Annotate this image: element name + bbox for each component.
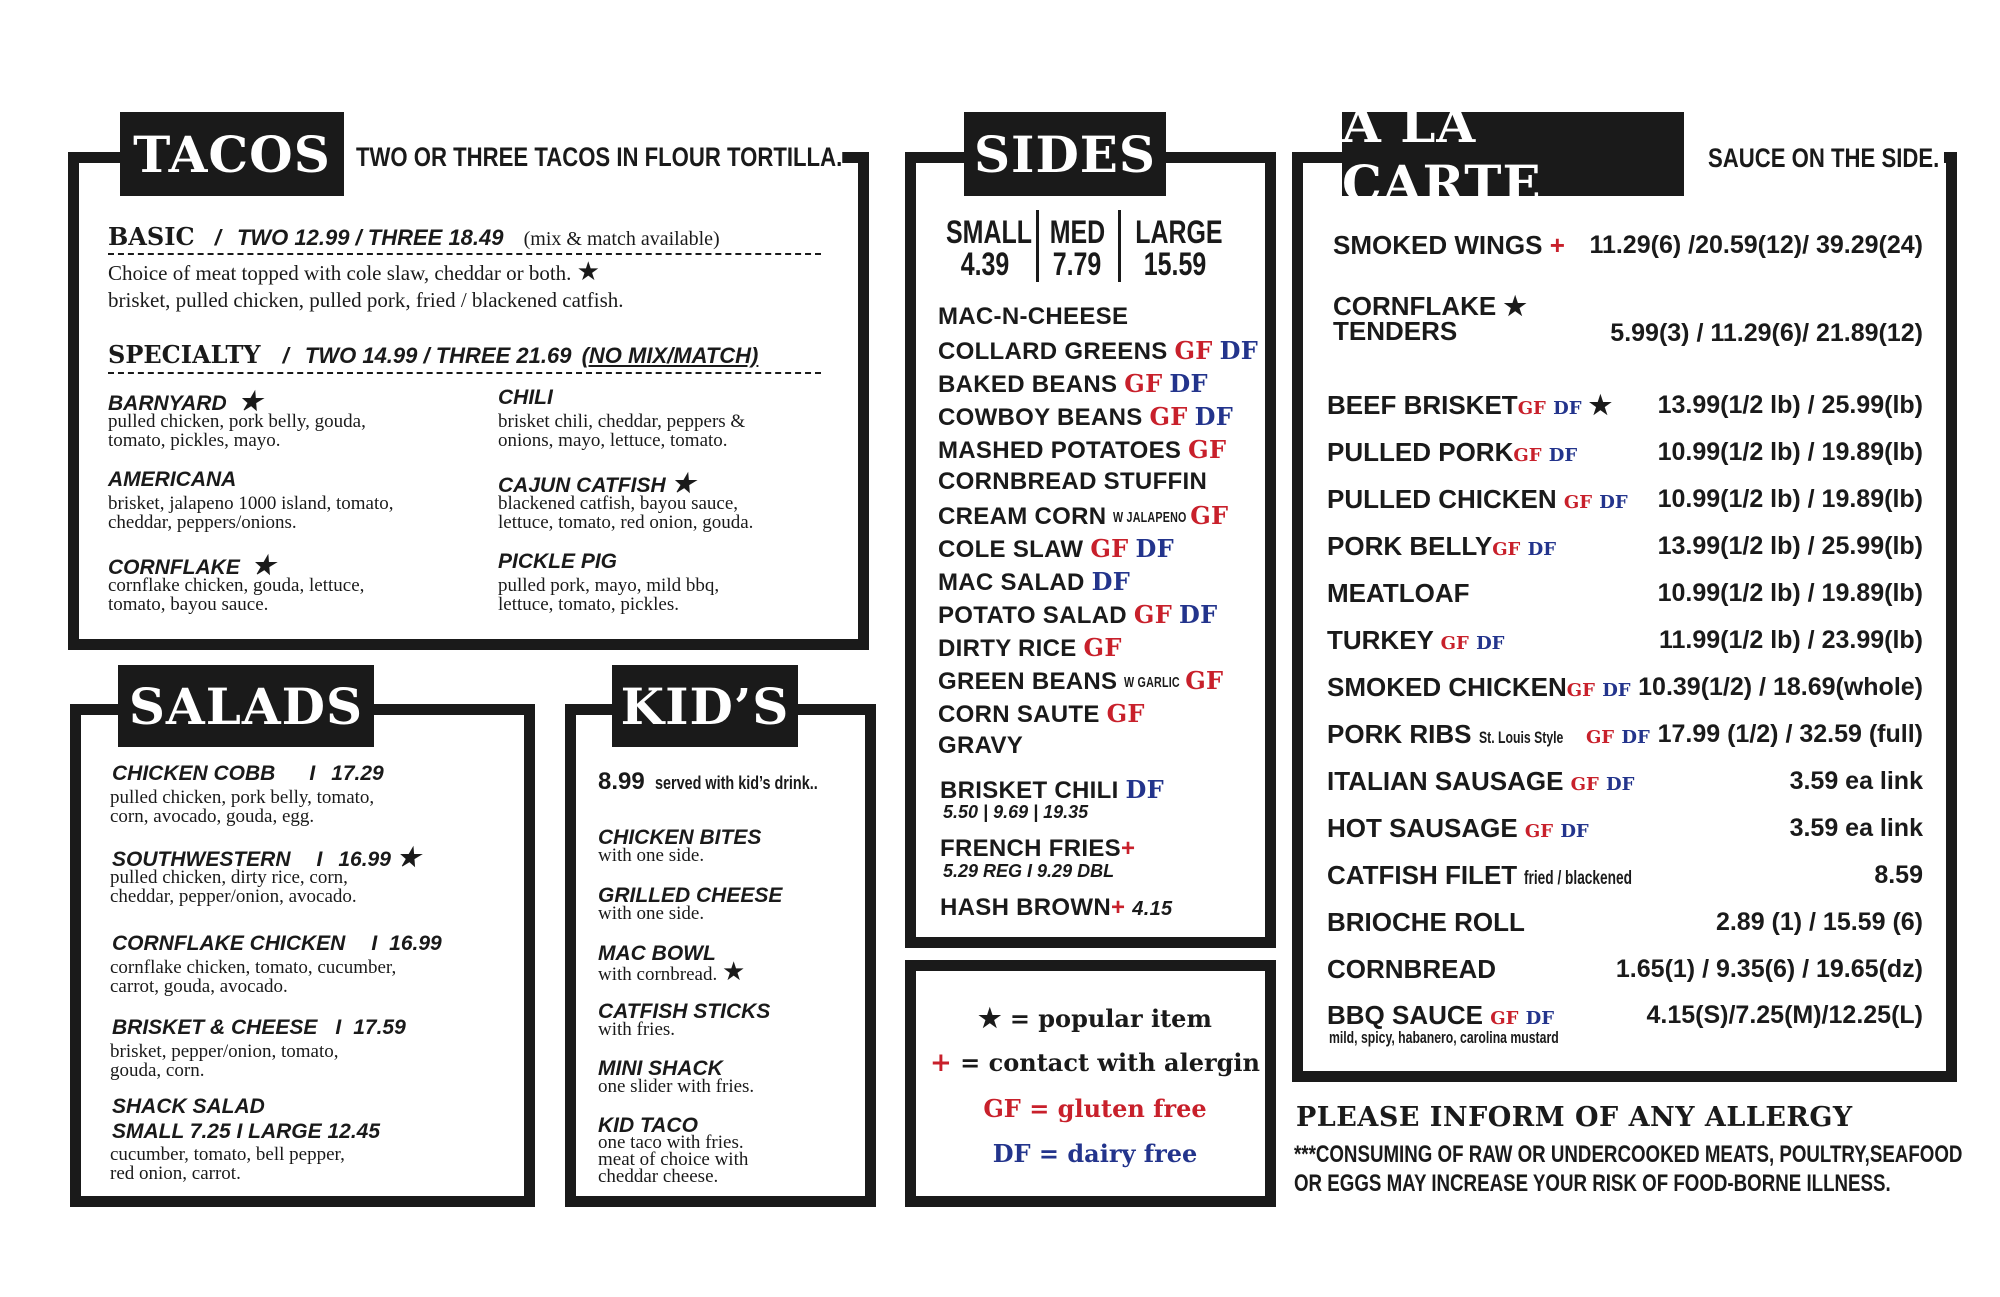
taco-name: CHILI: [498, 386, 553, 409]
taco-name: CAJUN CATFISH ★: [498, 468, 695, 498]
basic-desc-1: Choice of meat topped with cole slaw, cheddar or both.: [108, 261, 572, 285]
alc-price: 5.99(3) / 11.29(6)/ 21.89(12): [1610, 319, 1923, 347]
kids-price-line: [598, 768, 859, 796]
legend-panel: [905, 960, 1276, 1207]
salad-name: CORNFLAKE CHICKEN I 16.99: [112, 932, 442, 955]
alc-price: 3.59 ea link: [1789, 814, 1923, 842]
kid-item-desc: with one side.: [598, 903, 705, 924]
alacarte-subtitle: SAUCE ON THE SIDE.: [1708, 143, 1940, 173]
taco-desc: cornflake chicken, gouda, lettuce, tomato, bayou sauce.: [108, 575, 365, 615]
star-icon: ★: [1588, 390, 1613, 420]
salad-desc: cornflake chicken, tomato, cucumber, carrot, gouda, avocado.: [110, 957, 397, 997]
specialty-sep: /: [282, 343, 289, 368]
consumption-warning: ***CONSUMING OF RAW OR UNDERCOOKED MEATS, POULTRY,SEAFOOD OR EGGS MAY INCREASE YOUR RISK OF FOOD-BORNE ILLNESS.: [1294, 1141, 1963, 1197]
legend-gluten-free: GF = gluten free: [983, 1094, 1207, 1123]
side-item: COWBOY BEANS GF DF: [938, 402, 1234, 431]
side-item: CORN SAUTE GF: [938, 699, 1145, 728]
size-large: LARGE 15.59: [1135, 214, 1223, 282]
basic-desc: [108, 258, 624, 314]
alc-item: ITALIAN SAUSAGE GF DF: [1327, 766, 1635, 796]
kids-price-note: served with kid’s drink..: [655, 773, 818, 793]
taco-desc: pulled pork, mayo, mild bbq, lettuce, tomato, pickles.: [498, 575, 720, 615]
star-icon: ★: [721, 957, 746, 986]
side-item: CREAM CORN W JALAPENO GF: [938, 501, 1229, 530]
specialty-label: SPECIALTY: [108, 340, 261, 369]
alc-item: CATFISH FILET fried / blackened: [1327, 860, 1633, 890]
side-item: COLE SLAW GF DF: [938, 534, 1174, 563]
alc-price: 1.65(1) / 9.35(6) / 19.65(dz): [1615, 955, 1923, 983]
alc-item: TURKEY GF DF: [1327, 625, 1505, 655]
alc-price: 11.29(6) /20.59(12)/ 39.29(24): [1589, 231, 1923, 259]
basic-note: (mix & match available): [523, 228, 720, 250]
basic-desc-2: brisket, pulled chicken, pulled pork, fried / blackened catfish.: [108, 288, 624, 312]
size-divider: [1118, 210, 1121, 282]
sides-title: SIDES: [964, 112, 1166, 196]
kid-item-name: MAC BOWL: [598, 942, 716, 965]
taco-desc: brisket chili, cheddar, peppers & onions, mayo, lettuce, tomato.: [498, 411, 746, 451]
salad-name: SOUTHWESTERN I 16.99 ★: [112, 842, 421, 872]
taco-desc: pulled chicken, pork belly, gouda, tomato, pickles, mayo.: [108, 411, 366, 451]
french-fries: FRENCH FRIES+: [940, 835, 1136, 862]
alc-price: 10.99(1/2 lb) / 19.89(lb): [1657, 485, 1923, 513]
alc-item: SMOKED WINGS +: [1333, 230, 1565, 260]
tacos-subtitle: TWO OR THREE TACOS IN FLOUR TORTILLA.: [356, 142, 843, 172]
taco-desc: blackened catfish, bayou sauce, lettuce, tomato, red onion, gouda.: [498, 493, 754, 533]
salad-desc: brisket, pepper/onion, tomato, gouda, corn.: [110, 1041, 339, 1081]
specialty-header: [108, 340, 758, 369]
size-med: MED 7.79: [1049, 214, 1106, 282]
side-item: CORNBREAD STUFFIN: [938, 468, 1208, 495]
taco-name: AMERICANA: [108, 468, 237, 491]
size-small: SMALL 4.39: [946, 214, 1032, 282]
star-icon: ★: [238, 386, 262, 416]
salad-desc: pulled chicken, pork belly, tomato, corn, avocado, gouda, egg.: [110, 787, 375, 827]
alc-item: PORK BELLYGF DF: [1327, 531, 1556, 561]
alc-item: BBQ SAUCE GF DF: [1327, 1000, 1555, 1030]
brisket-chili-prices: 5.50 | 9.69 | 19.35: [943, 802, 1089, 822]
kids-title: KID’S: [612, 665, 798, 747]
taco-name: CORNFLAKE ★: [108, 550, 275, 580]
side-item: POTATO SALAD GF DF: [938, 600, 1218, 629]
alc-item: SMOKED CHICKENGF DF: [1327, 672, 1631, 702]
star-icon: ★: [671, 468, 695, 498]
allergy-notice: PLEASE INFORM OF ANY ALLERGY: [1296, 1102, 1853, 1133]
salads-title: SALADS: [118, 665, 374, 747]
star-icon: ★: [1503, 291, 1527, 321]
alc-item: PULLED CHICKEN GF DF: [1327, 484, 1628, 514]
star-icon: ★: [978, 1004, 1002, 1034]
plus-icon: +: [930, 1048, 952, 1078]
taco-desc: brisket, jalapeno 1000 island, tomato, cheddar, peppers/onions.: [108, 493, 394, 533]
tacos-title: TACOS: [120, 112, 344, 196]
star-icon: ★: [576, 257, 600, 286]
taco-name: PICKLE PIG: [498, 550, 618, 573]
alc-item: HOT SAUSAGE GF DF: [1327, 813, 1589, 843]
hash-brown: HASH BROWN+ 4.15: [940, 894, 1173, 921]
side-item: GRAVY: [938, 732, 1024, 759]
french-fries-prices: 5.29 REG I 9.29 DBL: [943, 861, 1115, 881]
basic-label: BASIC: [108, 222, 195, 251]
salad-desc: cucumber, tomato, bell pepper, red onion, carrot.: [110, 1144, 345, 1184]
basic-sep: /: [214, 225, 221, 250]
salad-name: BRISKET & CHEESE I 17.59: [112, 1016, 406, 1039]
alc-item: BRIOCHE ROLL: [1327, 907, 1525, 937]
bbq-sauce-note: mild, spicy, habanero, carolina mustard: [1329, 1028, 1559, 1047]
legend-dairy-free: DF = dairy free: [992, 1139, 1198, 1168]
alc-price: 10.99(1/2 lb) / 19.89(lb): [1657, 579, 1923, 607]
alc-price: 8.59: [1874, 861, 1923, 889]
alc-item: MEATLOAF: [1327, 578, 1470, 608]
kid-item-desc: with one side.: [598, 845, 705, 866]
side-item: MAC-N-CHEESE: [938, 303, 1129, 330]
side-item: MAC SALAD DF: [938, 567, 1131, 596]
alc-item: BEEF BRISKETGF DF ★: [1327, 390, 1613, 420]
alc-price: 13.99(1/2 lb) / 25.99(lb): [1657, 391, 1923, 419]
specialty-divider: [108, 372, 821, 374]
alc-price: 13.99(1/2 lb) / 25.99(lb): [1657, 532, 1923, 560]
kid-item-name: KID TACO: [598, 1114, 698, 1137]
basic-divider: [108, 253, 821, 255]
side-item: DIRTY RICE GF: [938, 633, 1122, 662]
alc-price: 10.39(1/2) / 18.69(whole): [1638, 673, 1923, 701]
alc-item: CORNBREAD: [1327, 954, 1496, 984]
kid-item-desc: with fries.: [598, 1019, 676, 1040]
salad-name: SHACK SALAD SMALL 7.25 I LARGE 12.45: [112, 1095, 381, 1143]
alc-item: PULLED PORKGF DF: [1327, 437, 1578, 467]
legend-allergen: + = contact with alergin: [930, 1048, 1260, 1078]
alc-price: 17.99 (1/2) / 32.59 (full): [1657, 720, 1923, 748]
alc-item: PORK RIBS St. Louis Style GF DF: [1327, 719, 1650, 749]
specialty-note: (NO MIX/MATCH): [581, 343, 759, 368]
alc-price: 10.99(1/2 lb) / 19.89(lb): [1657, 438, 1923, 466]
taco-name: BARNYARD ★: [108, 386, 262, 416]
alacarte-title: A LA CARTE: [1342, 112, 1684, 196]
kid-item-desc: one slider with fries.: [598, 1076, 755, 1097]
star-icon: ★: [251, 550, 275, 580]
kid-item-name: CATFISH STICKS: [598, 1000, 771, 1023]
basic-header: [108, 222, 720, 251]
star-icon: ★: [396, 842, 421, 872]
alc-price: 11.99(1/2 lb) / 23.99(lb): [1658, 626, 1923, 654]
kid-item-name: GRILLED CHEESE: [598, 884, 783, 907]
kid-item-desc: one taco with fries. meat of choice with cheddar cheese.: [598, 1132, 749, 1187]
side-item: GREEN BEANS W GARLIC GF: [938, 666, 1224, 695]
legend-popular: ★ = popular item: [978, 1004, 1212, 1034]
plus-icon: +: [1549, 230, 1565, 260]
alc-item: CORNFLAKE ★ TENDERS: [1333, 291, 1527, 346]
kid-item-name: CHICKEN BITES: [598, 826, 762, 849]
alc-price: 2.89 (1) / 15.59 (6): [1715, 908, 1923, 936]
salad-desc: pulled chicken, dirty rice, corn, cheddar, pepper/onion, avocado.: [110, 867, 357, 907]
kid-item-desc: with cornbread. ★: [598, 957, 746, 986]
brisket-chili: BRISKET CHILI DF: [940, 775, 1164, 804]
size-divider: [1036, 210, 1039, 282]
salad-name: CHICKEN COBB I 17.29: [112, 762, 384, 785]
side-item: BAKED BEANS GF DF: [938, 369, 1208, 398]
plus-icon: +: [1111, 894, 1126, 921]
side-item: MASHED POTATOES GF: [938, 435, 1227, 464]
side-item: COLLARD GREENS GF DF: [938, 336, 1259, 365]
alc-price: 3.59 ea link: [1789, 767, 1923, 795]
basic-prices: TWO 12.99 / THREE 18.49: [236, 225, 504, 250]
alc-price: 4.15(S)/7.25(M)/12.25(L): [1646, 1001, 1923, 1029]
plus-icon: +: [1120, 835, 1136, 862]
specialty-prices: TWO 14.99 / THREE 21.69: [304, 343, 572, 368]
kids-price: 8.99: [598, 768, 645, 795]
kid-item-name: MINI SHACK: [598, 1057, 723, 1080]
